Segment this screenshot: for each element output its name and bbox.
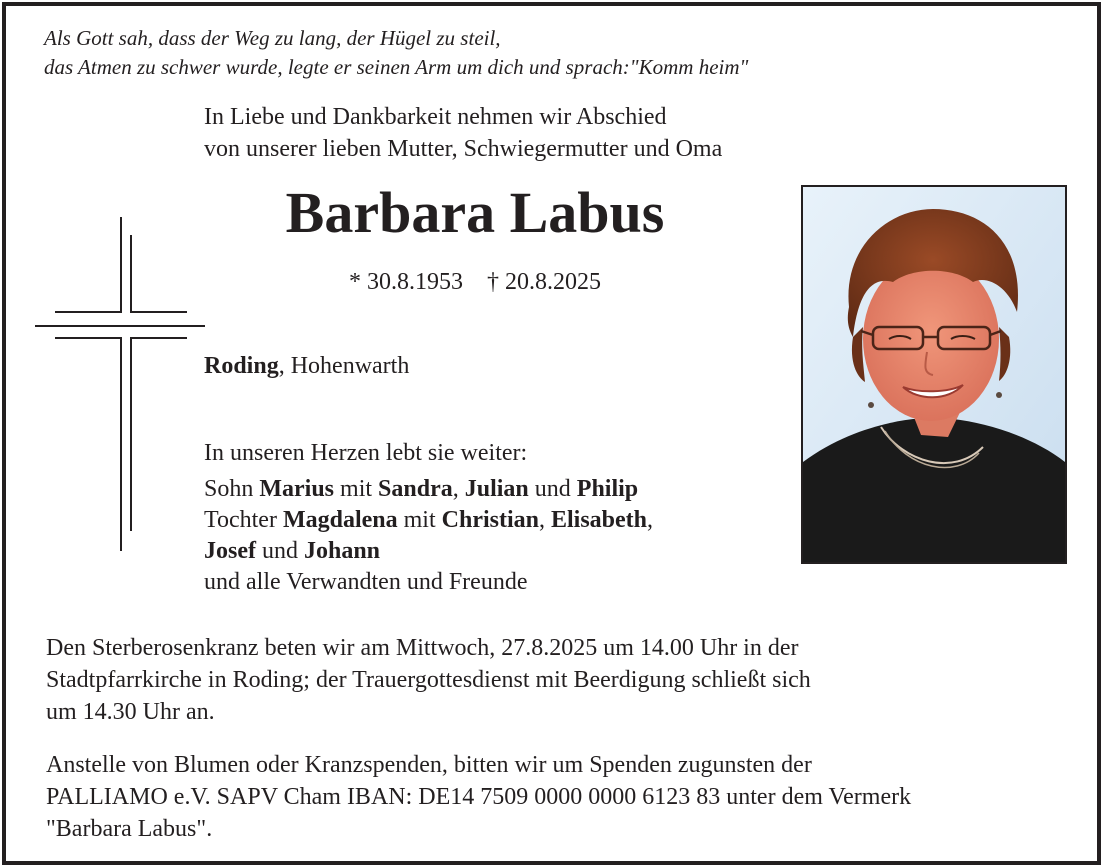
text: , <box>647 507 654 533</box>
intro-line-2: von unserer lieben Mutter, Schwiegermutter und Oma <box>204 136 723 162</box>
residence <box>204 350 409 382</box>
notice-line-2: Stadtpfarrkirche in Roding; der Trauergottesdienst mit Beerdigung schließt sich <box>46 667 811 693</box>
text: Tochter <box>204 507 283 533</box>
text: mit <box>397 507 442 533</box>
name-bold: Marius <box>259 476 335 502</box>
donation-notice <box>46 749 1056 845</box>
text: , <box>539 507 551 533</box>
family-line-relatives: und alle Verwandten und Freunde <box>204 569 528 595</box>
residence-separator: , <box>278 353 291 379</box>
intro-line-1: In Liebe und Dankbarkeit nehmen wir Abschied <box>204 104 667 130</box>
name-bold: Sandra <box>378 476 453 502</box>
service-notice <box>46 632 1056 728</box>
family-line-grandchildren <box>204 536 653 567</box>
life-dates <box>200 266 750 298</box>
name-bold: Johann <box>303 538 381 564</box>
donation-line-3: "Barbara Labus". <box>46 816 213 842</box>
farewell-intro <box>204 101 722 165</box>
name-bold: Julian <box>464 476 529 502</box>
family-line-son <box>204 474 653 505</box>
text: mit <box>334 476 379 502</box>
family-list <box>204 438 653 598</box>
name-bold: Christian <box>441 507 539 533</box>
motto-line-2: das Atmen zu schwer wurde, legte er seinen Arm um dich und sprach:"Komm heim" <box>44 55 749 79</box>
name-bold: Josef <box>204 538 256 564</box>
text: Sohn <box>204 476 260 502</box>
donation-line-2: PALLIAMO e.V. SAPV Cham IBAN: DE14 7509 0000 0000 6123 83 unter dem Vermerk <box>46 784 912 810</box>
text: und <box>255 538 304 564</box>
text: , <box>452 476 465 502</box>
residence-district: Hohenwarth <box>290 353 410 379</box>
notice-line-3: um 14.30 Uhr an. <box>46 699 215 725</box>
deceased-name: Barbara Labus <box>285 180 665 245</box>
birth-date: * 30.8.1953 <box>349 269 463 295</box>
donation-line-1: Anstelle von Blumen oder Kranzspenden, bitten wir um Spenden zugunsten der <box>46 752 812 778</box>
notice-line-1: Den Sterberosenkranz beten wir am Mittwoch, 27.8.2025 um 14.00 Uhr in der <box>46 635 799 661</box>
motto-verse <box>44 24 1044 82</box>
name-bold: Philip <box>576 476 639 502</box>
family-line-daughter <box>204 505 653 536</box>
family-lead: In unseren Herzen lebt sie weiter: <box>204 440 528 466</box>
name-bold: Elisabeth <box>551 507 648 533</box>
text: und <box>528 476 577 502</box>
death-date: † 20.8.2025 <box>487 269 601 295</box>
residence-town: Roding <box>204 353 279 379</box>
motto-line-1: Als Gott sah, dass der Weg zu lang, der Hügel zu steil, <box>44 26 501 50</box>
portrait-photo <box>801 185 1067 564</box>
name-bold: Magdalena <box>282 507 398 533</box>
double-line-cross-icon <box>34 214 208 554</box>
